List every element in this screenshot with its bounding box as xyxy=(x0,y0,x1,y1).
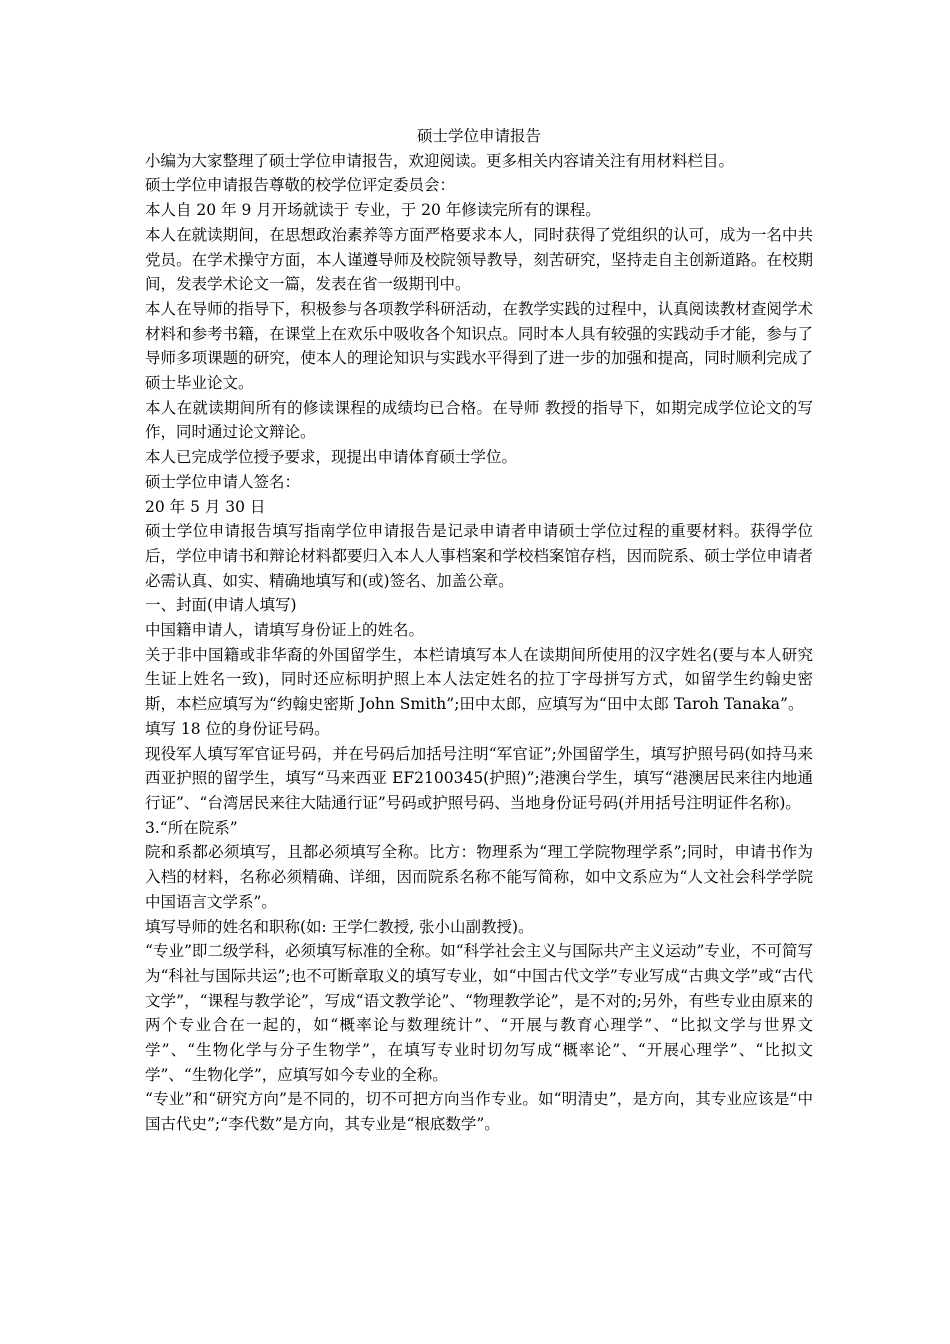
paragraph-salutation: 硕士学位申请报告尊敬的校学位评定委员会： xyxy=(145,176,456,195)
paragraph-signature: 硕士学位申请人签名： xyxy=(145,472,301,491)
paragraph-direction: “专业”和“研究方向”是不同的，切不可把方向当作专业。如“明清史”，是方向，其专业应该是“中国古代史”;“李代数”是方向，其专业是“根底数学”。 xyxy=(145,1090,813,1134)
document-body xyxy=(145,124,813,1137)
paragraph-research: 本人在导师的指导下，积极参与各项教学科研活动，在教学实践的过程中，认真阅读教材查阅学术材料和参考书籍，在课堂上在欢乐中吸收各个知识点。同时本人具有较强的实践动手才能，参与了导师多项课题的研究，使本人的理论知识与实践水平得到了进一步的加强和提高，同时顺利完成了硕士毕业论文。 xyxy=(145,299,813,393)
paragraph-military-id: 现役军人填写军官证号码，并在号码后加括号注明“军官证”;外国留学生，填写护照号码(如持马来西亚护照的留学生，填写“马来西亚 EF2100345(护照)”;港澳台学生，填写“港澳居民来往内地通行证”、“台湾居民来往大陆通行证”号码或护照号码、当地身份证号码(并用括号注明证件名称)。 xyxy=(145,744,813,812)
paragraph-department-heading: 3.“所在院系” xyxy=(145,818,238,837)
paragraph-id-number: 填写 18 位的身份证号码。 xyxy=(145,719,330,738)
paragraph-cover-heading: 一、封面(申请人填写) xyxy=(145,596,297,615)
paragraph-courses: 本人在就读期间所有的修读课程的成绩均已合格。在导师 教授的指导下，如期完成学位论文的写作，同时通过论文辩论。 xyxy=(145,398,813,442)
paragraph-conduct: 本人在就读期间，在思想政治素养等方面严格要求本人，同时获得了党组织的认可，成为一名中共党员。在学术操守方面，本人谨遵导师及校院领导教导，刻苦研究，坚持走自主创新道路。在校期间，发表学术论文一篇，发表在省一级期刊中。 xyxy=(145,225,813,294)
paragraph-foreign-name: 关于非中国籍或非华裔的外国留学生，本栏请填写本人在读期间所使用的汉字姓名(要与本人研究生证上姓名一致)，同时还应标明护照上本人法定姓名的拉丁字母拼写方式，如留学生约翰史密斯，本栏应填写为“约翰史密斯 John Smith”;田中太郎，应填写为“田中太郎 Taroh Tanaka”。 xyxy=(145,645,813,714)
paragraph-intro: 小编为大家整理了硕士学位申请报告，欢迎阅读。更多相关内容请关注有用材料栏目。 xyxy=(145,151,735,170)
paragraph-major: “专业”即二级学科，必须填写标准的全称。如“科学社会主义与国际共产主义运动”专业，不可简写为“科社与国际共运”;也不可断章取义的填写专业，如“中国古代文学”专业写成“古典文学”或“古代文学”，“课程与教学论”，写成“语文教学论”、“物理教学论”，是不对的;另外，有些专业由原来的两个专业合在一起的，如“概率论与数理统计”、“开展与教育心理学”、“比拟文学与世界文学”、“生物化学与分子生物学”，在填写专业时切勿写成“概率论”、“开展心理学”、“比拟文学”、“生物化学”，应填写如今专业的全称。 xyxy=(145,942,813,1084)
paragraph-supervisor: 填写导师的姓名和职称(如: 王学仁教授, 张小山副教授)。 xyxy=(145,917,534,936)
paragraph-chinese-name: 中国籍申请人，请填写身份证上的姓名。 xyxy=(145,621,425,640)
paragraph-enrollment: 本人自 20 年 9 月开场就读于 专业，于 20 年修读完所有的课程。 xyxy=(145,201,601,220)
document-title: 硕士学位申请报告 xyxy=(416,127,541,145)
paragraph-guide: 硕士学位申请报告填写指南学位申请报告是记录申请者申请硕士学位过程的重要材料。获得学位后，学位申请书和辩论材料都要归入本人人事档案和学校档案馆存档，因而院系、硕士学位申请者必需认真、如实、精确地填写和(或)签名、加盖公章。 xyxy=(145,522,813,590)
paragraph-department: 院和系都必须填写，且都必须填写全称。比方：物理系为“理工学院物理学系”;同时，申请书作为入档的材料，名称必须精确、详细，因而院系名称不能写简称，如中文系应为“人文社会科学学院中国语言文学系”。 xyxy=(145,843,813,911)
paragraph-request: 本人已完成学位授予要求，现提出申请体育硕士学位。 xyxy=(145,448,518,467)
paragraph-date: 20 年 5 月 30 日 xyxy=(145,497,266,516)
